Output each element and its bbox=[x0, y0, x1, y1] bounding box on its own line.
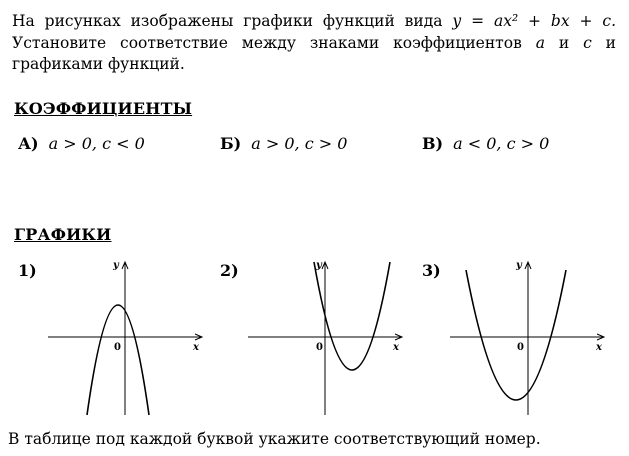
y-axis-label: y bbox=[316, 260, 322, 271]
graph-2-label: 2) bbox=[220, 261, 239, 280]
task-text-part3: и графиками функций. bbox=[12, 33, 616, 73]
option-condition: a > 0, c > 0 bbox=[251, 134, 348, 153]
graphs-heading: ГРАФИКИ bbox=[14, 225, 112, 244]
option-label: А) bbox=[18, 134, 39, 153]
task-text-part1: На рисунках изображены графики функций вида bbox=[12, 12, 443, 30]
option-label: В) bbox=[422, 134, 444, 153]
and-word: и bbox=[558, 33, 570, 52]
parabola-3 bbox=[466, 270, 566, 400]
graph-1-label: 1) bbox=[18, 261, 37, 280]
task-text-part2: Установите соответствие между знаками коэффициентов bbox=[12, 33, 522, 52]
instruction-footer: В таблице под каждой буквой укажите соответствующий номер. bbox=[8, 430, 541, 448]
x-axis-label: x bbox=[193, 342, 199, 353]
option-condition: a > 0, c < 0 bbox=[48, 134, 145, 153]
origin-label: 0 bbox=[114, 342, 121, 353]
y-axis-label: y bbox=[516, 260, 522, 271]
y-axis-label: y bbox=[113, 260, 119, 271]
graph-3-label: 3) bbox=[422, 261, 441, 280]
coef-a-symbol: a bbox=[535, 33, 545, 52]
option-label: Б) bbox=[220, 134, 242, 153]
x-axis-label: x bbox=[393, 342, 399, 353]
option-condition: a < 0, c > 0 bbox=[453, 134, 550, 153]
origin-label: 0 bbox=[316, 342, 323, 353]
function-formula: y = ax² + bx + c. bbox=[452, 12, 616, 30]
origin-label: 0 bbox=[517, 342, 524, 353]
x-axis-label: x bbox=[596, 342, 602, 353]
coef-c-symbol: c bbox=[583, 33, 592, 52]
coefficients-heading: КОЭФФИЦИЕНТЫ bbox=[14, 99, 193, 118]
